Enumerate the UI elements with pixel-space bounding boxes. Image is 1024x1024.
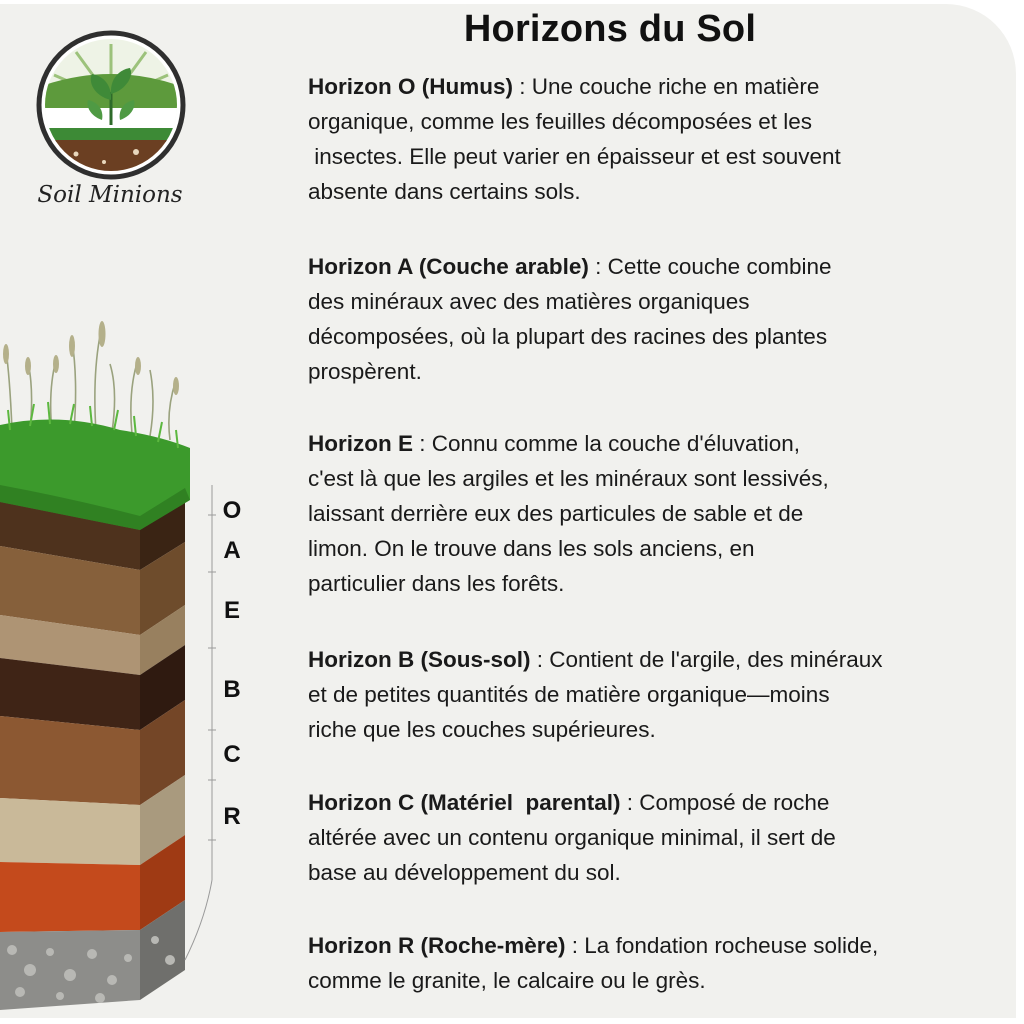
label-horizon-e: E	[223, 597, 240, 624]
horizon-b-text-3: riche que les couches supérieures.	[308, 717, 656, 742]
horizon-b-text-2: et de petites quantités de matière organique—moins	[308, 682, 830, 707]
page-title: Horizons du Sol	[463, 8, 757, 50]
horizon-b-description	[308, 642, 998, 747]
horizon-o-text-2: organique, comme les feuilles décomposées et les	[308, 109, 813, 134]
soil-profile-illustration	[0, 320, 260, 1020]
horizon-a-text-4: prospèrent.	[308, 359, 422, 384]
horizon-c-text-2: altérée avec un contenu organique minimal, il sert de	[308, 825, 836, 850]
label-horizon-b: B	[223, 676, 241, 703]
label-horizon-c: C	[223, 741, 241, 768]
depth-ruler	[185, 485, 216, 960]
horizon-o-heading: Horizon O (Humus)	[308, 74, 513, 99]
horizon-c-description	[308, 785, 998, 890]
horizon-b-heading: Horizon B (Sous-sol)	[308, 647, 531, 672]
label-horizon-a: A	[223, 537, 241, 564]
horizon-o-text-1: : Une couche riche en matière	[512, 74, 820, 99]
horizon-r-text-2: comme le granite, le calcaire ou le grès.	[308, 968, 706, 993]
horizon-a-text-3: décomposées, où la plupart des racines des plantes	[308, 324, 828, 349]
horizon-a-description	[308, 249, 998, 389]
brand-name: Soil Minions	[37, 182, 183, 208]
horizon-a-text-2: des minéraux avec des matières organiques	[308, 289, 750, 314]
horizon-b-text-1: : Contient de l'argile, des minéraux	[530, 647, 883, 672]
soil-layers-side	[140, 495, 185, 1000]
horizon-e-heading: Horizon E	[308, 431, 413, 456]
horizon-c-heading: Horizon C (Matériel parental)	[308, 790, 621, 815]
horizon-e-text-3: laissant derrière eux des particules de sable et de	[308, 501, 804, 526]
soil-layers	[0, 495, 140, 1010]
horizon-r-heading: Horizon R (Roche-mère)	[308, 933, 566, 958]
horizon-c-text-1: : Composé de roche	[620, 790, 830, 815]
horizon-o-text-3: insectes. Elle peut varier en épaisseur et est souvent	[308, 144, 841, 169]
horizon-e-text-1: : Connu comme la couche d'éluvation,	[413, 431, 801, 456]
horizon-c-text-3: base au développement du sol.	[308, 860, 621, 885]
label-horizon-o: O	[222, 497, 242, 524]
soil-minions-logo	[36, 30, 186, 180]
horizon-o-text-4: absente dans certains sols.	[308, 179, 581, 204]
horizon-e-text-2: c'est là que les argiles et les minéraux sont lessivés,	[308, 466, 829, 491]
horizon-e-description	[308, 426, 998, 601]
label-horizon-r: R	[223, 803, 241, 830]
horizon-e-text-5: particulier dans les forêts.	[308, 571, 565, 596]
horizon-o-description	[308, 69, 998, 209]
horizon-r-text-1: : La fondation rocheuse solide,	[565, 933, 879, 958]
horizon-a-text-1: : Cette couche combine	[588, 254, 832, 279]
horizon-a-heading: Horizon A (Couche arable)	[308, 254, 589, 279]
horizon-e-text-4: limon. On le trouve dans les sols anciens, en	[308, 536, 755, 561]
horizon-r-description	[308, 928, 998, 998]
